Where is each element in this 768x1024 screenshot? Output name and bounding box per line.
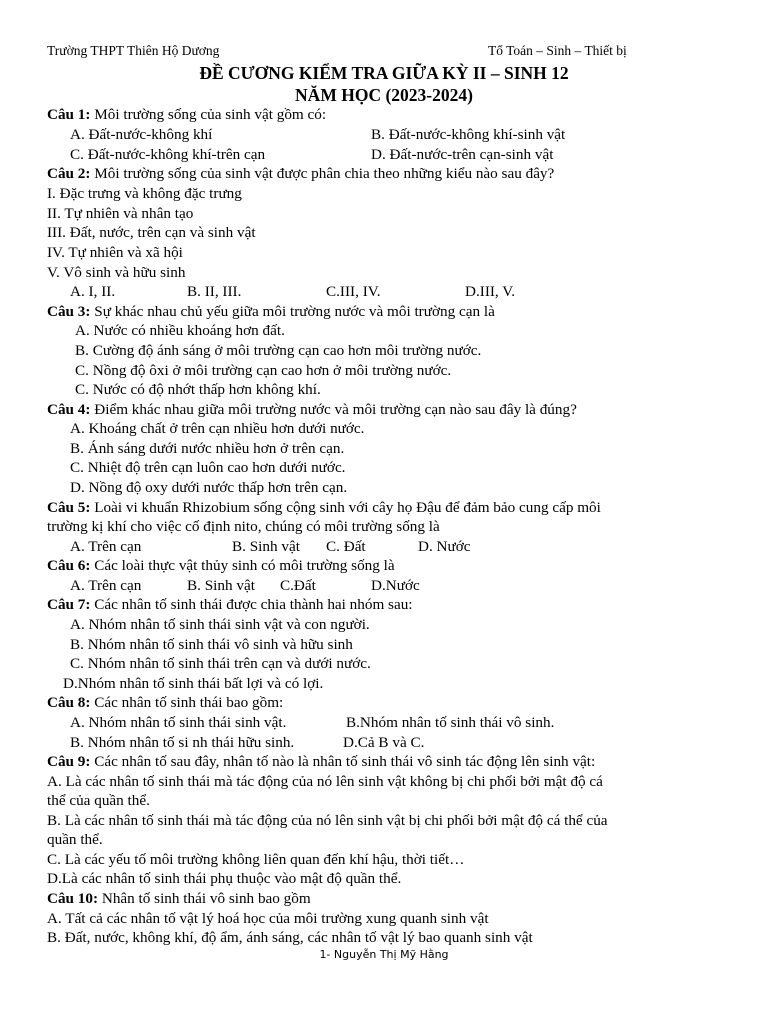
q2-item-4: IV. Tự nhiên và xã hội <box>47 244 183 261</box>
q4-option-b: B. Ánh sáng dưới nước nhiều hơn ở trên cạn. <box>70 440 345 457</box>
q2-item-3: III. Đất, nước, trên cạn và sinh vật <box>47 224 256 241</box>
q3-option-b: B. Cường độ ánh sáng ở môi trường cạn cao hơn môi trường nước. <box>75 342 482 359</box>
q9-option-a-continued: thể của quần thể. <box>47 792 150 809</box>
q9-option-b-continued: quần thể. <box>47 831 103 848</box>
q3-option-c: C. Nồng độ ôxi ở môi trường cạn cao hơn ở môi trường nước. <box>75 362 452 379</box>
question-5 <box>47 498 601 517</box>
q3-option-d: C. Nước có độ nhớt thấp hơn không khí. <box>75 381 321 398</box>
question-9 <box>47 752 595 771</box>
q5-option-b: B. Sinh vật <box>232 538 300 555</box>
q9-option-a: A. Là các nhân tố sinh thái mà tác động của nó lên sinh vật không bị chi phối bởi mật độ cá <box>47 773 603 790</box>
page-footer: 1- Nguyễn Thị Mỹ Hằng <box>319 948 449 961</box>
q8-option-b: B.Nhóm nhân tố sinh thái vô sinh. <box>346 714 555 731</box>
question-label: Câu 8: <box>47 694 91 711</box>
question-label: Câu 4: <box>47 401 91 418</box>
document-title: ĐỀ CƯƠNG KIỂM TRA GIỮA KỲ II – SINH 12 <box>199 63 569 83</box>
question-7 <box>47 595 413 614</box>
q8-option-d: D.Cả B và C. <box>343 734 425 751</box>
question-6 <box>47 556 395 575</box>
q5-option-d: D. Nước <box>418 538 471 555</box>
q2-option-a: A. I, II. <box>70 283 116 300</box>
q3-option-a: A. Nước có nhiều khoáng hơn đất. <box>75 322 285 339</box>
question-text: Môi trường sống của sinh vật gồm có: <box>90 106 327 123</box>
school-year: NĂM HỌC (2023-2024) <box>295 85 473 105</box>
q5-option-c: C. Đất <box>326 538 366 555</box>
question-label: Câu 9: <box>47 753 91 770</box>
q2-option-b: B. II, III. <box>187 283 242 300</box>
question-text: Các loài thực vật thủy sinh có môi trường sống là <box>90 557 395 574</box>
q1-option-b: B. Đất-nước-không khí-sinh vật <box>371 126 566 143</box>
question-3 <box>47 302 495 321</box>
q4-option-a: A. Khoáng chất ở trên cạn nhiều hơn dưới nước. <box>70 420 365 437</box>
q10-option-a: A. Tất cả các nhân tố vật lý hoá học của môi trường xung quanh sinh vật <box>47 910 489 927</box>
question-label: Câu 5: <box>47 499 91 516</box>
q2-item-1: I. Đặc trưng và không đặc trưng <box>47 185 242 202</box>
question-label: Câu 6: <box>47 557 91 574</box>
q9-option-d: D.Là các nhân tố sinh thái phụ thuộc vào mật độ quần thể. <box>47 870 402 887</box>
question-label: Câu 1: <box>47 106 91 123</box>
question-text: Môi trường sống của sinh vật được phân chia theo những kiểu nào sau đây? <box>90 165 555 182</box>
question-text: Điểm khác nhau giữa môi trường nước và môi trường cạn nào sau đây là đúng? <box>90 401 577 418</box>
department-name: Tổ Toán – Sinh – Thiết bị <box>488 43 627 58</box>
q1-option-a: A. Đất-nước-không khí <box>70 126 213 143</box>
question-text: Sự khác nhau chủ yếu giữa môi trường nước và môi trường cạn là <box>90 303 495 320</box>
q9-option-c: C. Là các yếu tố môi trường không liên quan đến khí hậu, thời tiết… <box>47 851 465 868</box>
question-text: Các nhân tố sau đây, nhân tố nào là nhân tố sinh thái vô sinh tác động lên sinh vật: <box>90 753 596 770</box>
q8-option-c: B. Nhóm nhân tố si nh thái hữu sinh. <box>70 734 295 751</box>
question-2 <box>47 164 554 183</box>
q6-option-a: A. Trên cạn <box>70 577 142 594</box>
q2-item-5: V. Vô sinh và hữu sinh <box>47 264 186 281</box>
school-name: Trường THPT Thiên Hộ Dương <box>47 43 220 58</box>
q7-option-c: C. Nhóm nhân tố sinh thái trên cạn và dưới nước. <box>70 655 371 672</box>
question-4 <box>47 400 577 419</box>
q5-option-a: A. Trên cạn <box>70 538 142 555</box>
question-text: Các nhân tố sinh thái bao gồm: <box>90 694 284 711</box>
q2-option-d: D.III, V. <box>465 283 516 300</box>
question-8 <box>47 693 283 712</box>
question-label: Câu 2: <box>47 165 91 182</box>
question-text: Nhân tố sinh thái vô sinh bao gồm <box>98 890 311 907</box>
question-5-continued: trường kị khí cho việc cố định nito, chúng có môi trường sống là <box>47 518 440 535</box>
q9-option-b: B. Là các nhân tố sinh thái mà tác động của nó lên sinh vật bị chi phối bởi mật độ cá thể của <box>47 812 608 829</box>
q2-option-c: C.III, IV. <box>326 283 381 300</box>
question-text: Các nhân tố sinh thái được chia thành hai nhóm sau: <box>90 596 413 613</box>
question-10 <box>47 889 311 908</box>
question-label: Câu 10: <box>47 890 99 907</box>
q10-option-b: B. Đất, nước, không khí, độ ẩm, ánh sáng, các nhân tố vật lý bao quanh sinh vật <box>47 929 533 946</box>
q4-option-c: C. Nhiệt độ trên cạn luôn cao hơn dưới nước. <box>70 459 346 476</box>
q7-option-a: A. Nhóm nhân tố sinh thái sinh vật và con người. <box>70 616 370 633</box>
q8-option-a: A. Nhóm nhân tố sinh thái sinh vật. <box>70 714 287 731</box>
question-text: Loài vi khuẩn Rhizobium sống cộng sinh với cây họ Đậu để đảm bảo cung cấp môi <box>90 499 601 516</box>
q1-option-c: C. Đất-nước-không khí-trên cạn <box>70 146 266 163</box>
q7-option-b: B. Nhóm nhân tố sinh thái vô sinh và hữu sinh <box>70 636 353 653</box>
question-label: Câu 3: <box>47 303 91 320</box>
question-1 <box>47 105 326 124</box>
q1-option-d: D. Đất-nước-trên cạn-sinh vật <box>371 146 554 163</box>
question-label: Câu 7: <box>47 596 91 613</box>
q7-option-d: D.Nhóm nhân tố sinh thái bất lợi và có lợi. <box>63 675 324 692</box>
q6-option-d: D.Nước <box>371 577 420 594</box>
q2-item-2: II. Tự nhiên và nhân tạo <box>47 205 194 222</box>
q6-option-c: C.Đất <box>280 577 316 594</box>
q6-option-b: B. Sinh vật <box>187 577 255 594</box>
q4-option-d: D. Nồng độ oxy dưới nước thấp hơn trên cạn. <box>70 479 348 496</box>
